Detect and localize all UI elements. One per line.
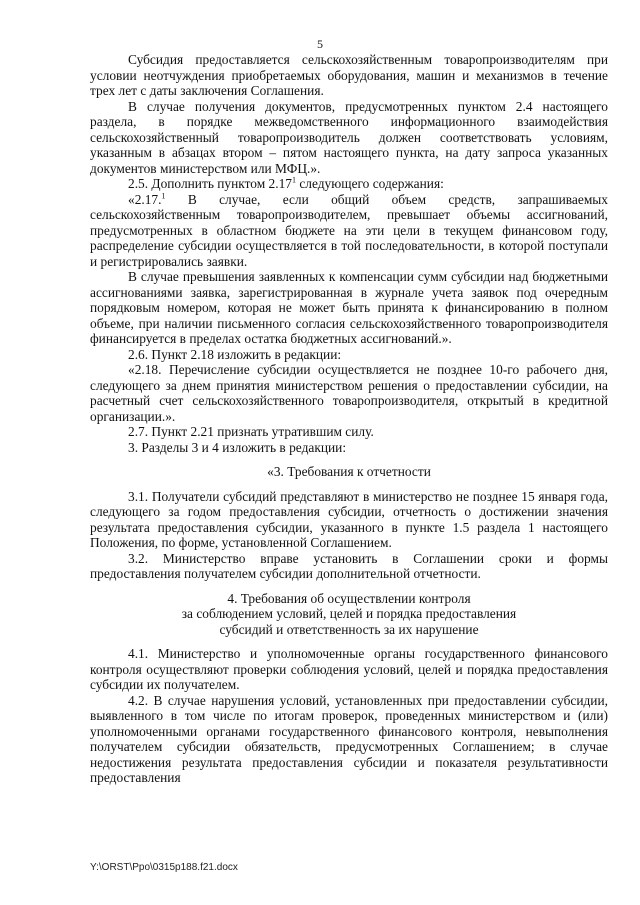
section-heading-line: 4. Требования об осуществлении контроля: [227, 590, 471, 606]
paragraph: «2.18. Перечисление субсидии осуществляется не позднее 10-го рабочего дня, следующего за днем принятия министерством решения о предоставлении субсидии, на расчетный счет сельскохозяйственного товаропроизводителя, открытый в кредитной организации.».: [90, 362, 608, 424]
page-number: 5: [317, 37, 323, 51]
paragraph: [90, 192, 608, 270]
section-heading-line: за соблюдением условий, целей и порядка предоставления: [181, 606, 517, 621]
document-body: [90, 52, 608, 786]
section-heading-line: субсидий и ответственность за их нарушение: [219, 621, 479, 637]
paragraph: Субсидия предоставляется сельскохозяйственным товаропроизводителям при условии неотчуждения приобретаемых оборудования, машин и механизмов в течение трех лет с даты заключения Соглашения.: [90, 52, 608, 98]
paragraph: 3. Разделы 3 и 4 изложить в редакции:: [128, 439, 347, 455]
paragraph: 4.2. В случае нарушения условий, установленных при предоставлении субсидии, выявленного в том числе по итогам проверок, проведенных министерством и (или) уполномоченными органами государственного финансового контроля, невыполнения получателем субсидии обязательств, предусмотренных Соглашением; в случае недостижения результата предоставления субсидии и показателя результативности предоставления: [90, 692, 608, 785]
paragraph: [90, 176, 608, 192]
section-4-heading: [90, 591, 608, 638]
superscript: 1: [161, 191, 166, 201]
paragraph-text: В случае, если общий объем средств, запрашиваемых сельскохозяйственным товаропроизводителем, превышает объемы ассигнований, предусмотренных в областном бюджете на эти цели в текущем финансовом году, распределение субсидии осуществляется в той последовательности, в которой поступали и регистрировались заявки.: [90, 191, 608, 269]
paragraph: 2.6. Пункт 2.18 изложить в редакции:: [128, 346, 342, 362]
section-3-heading: [90, 464, 608, 480]
superscript: 1: [292, 175, 296, 185]
paragraph: В случае превышения заявленных к компенсации сумм субсидии над бюджетными ассигнованиями заявка, зарегистрированная в журнале учета заявок под очередным порядковым номером, которая не может быть принята к финансированию в полном объеме, при наличии письменного согласия сельскохозяйственного товаропроизводителя финансируется в пределах остатка бюджетных ассигнований.».: [90, 269, 608, 346]
paragraph: 3.2. Министерство вправе установить в Соглашении сроки и формы предоставления получателем субсидии дополнительной отчетности.: [90, 550, 608, 581]
paragraph: 4.1. Министерство и уполномоченные органы государственного финансового контроля осуществляют проверки соблюдения условий, целей и порядка предоставления субсидии их получателем.: [90, 646, 608, 692]
paragraph-text: 2.5. Дополнить пунктом 2.17: [128, 176, 292, 191]
file-path-footer: Y:\ORST\Ppo\0315p188.f21.docx: [90, 862, 238, 873]
paragraph: 3.1. Получатели субсидий представляют в министерство не позднее 15 января года, следующего за годом предоставления субсидии, отчетность о достижении значения результата предоставления субсидии, указанного в пункте 1.5 раздела 1 настоящего Положения, по форме, установленной Соглашением.: [90, 488, 608, 550]
paragraph: В случае получения документов, предусмотренных пунктом 2.4 настоящего раздела, в порядке межведомственного информационного взаимодействия сельскохозяйственный товаропроизводитель должен соответствовать условиям, указанным в абзацах втором – пятом настоящего пункта, на дату запроса указанных документов министерством или МФЦ.».: [90, 98, 608, 176]
paragraph-text: следующего содержания:: [296, 176, 444, 191]
paragraph: 2.7. Пункт 2.21 признать утратившим силу.: [128, 424, 374, 439]
section-heading-line: «3. Требования к отчетности: [267, 464, 431, 479]
paragraph-text: «2.17.: [128, 191, 162, 207]
